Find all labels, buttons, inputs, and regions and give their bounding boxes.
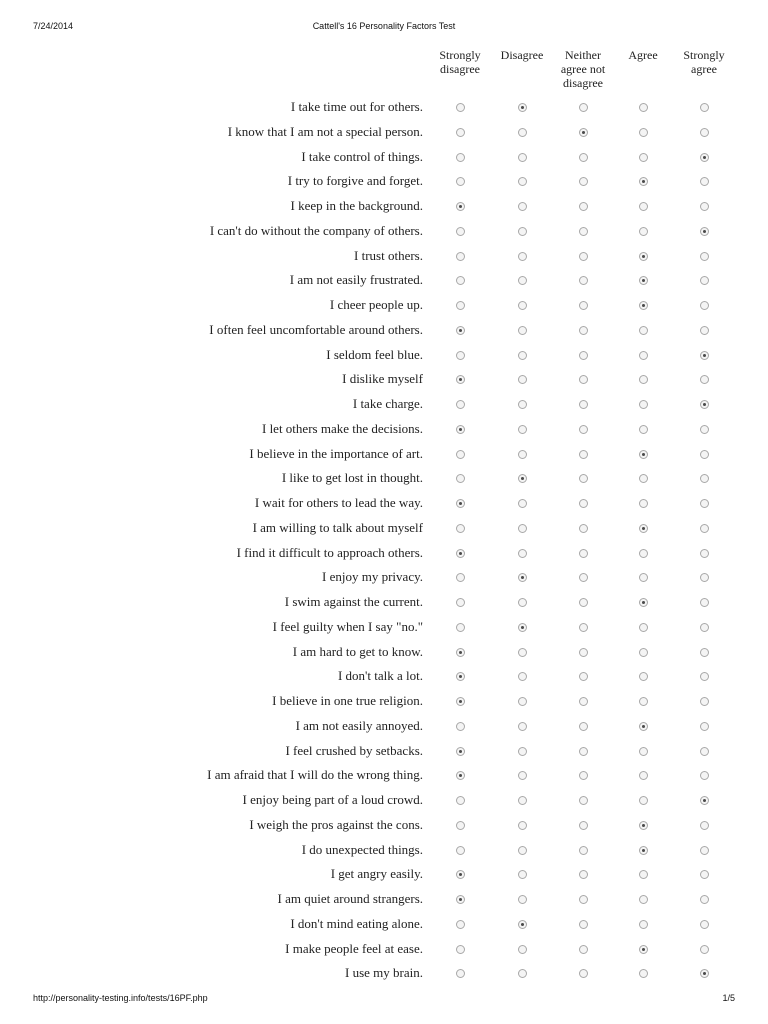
question-text: I take control of things. (301, 148, 423, 164)
question-row (0, 269, 768, 294)
question-text: I cheer people up. (329, 297, 423, 312)
radio-strongly-disagree[interactable] (456, 821, 465, 830)
question-row (0, 344, 768, 369)
radio-neither[interactable] (579, 697, 588, 706)
question-text: I make people feel at ease. (285, 940, 423, 956)
radio-strongly-agree[interactable] (700, 202, 709, 211)
radio-strongly-disagree[interactable] (456, 524, 465, 533)
radio-disagree[interactable] (518, 276, 527, 285)
radio-agree[interactable] (639, 128, 648, 137)
radio-agree[interactable] (639, 400, 648, 409)
radio-strongly-agree[interactable] (700, 524, 709, 533)
question-row (0, 492, 768, 517)
radio-strongly-agree[interactable] (700, 128, 709, 137)
radio-disagree[interactable] (518, 450, 527, 459)
radio-agree[interactable] (639, 252, 648, 261)
question-row (0, 170, 768, 195)
radio-strongly-agree[interactable] (700, 969, 709, 978)
radio-disagree[interactable] (518, 870, 527, 879)
radio-disagree[interactable] (518, 945, 527, 954)
question-text: I believe in the importance of art. (249, 445, 423, 461)
radio-disagree[interactable] (518, 524, 527, 533)
radio-neither[interactable] (579, 326, 588, 335)
radio-neither[interactable] (579, 821, 588, 830)
radio-agree[interactable] (639, 103, 648, 112)
radio-disagree[interactable] (518, 549, 527, 558)
question-row (0, 245, 768, 270)
radio-disagree[interactable] (518, 351, 527, 360)
radio-agree[interactable] (639, 276, 648, 285)
radio-disagree[interactable] (518, 499, 527, 508)
question-text: I can't do without the company of others. (209, 222, 423, 238)
radio-neither[interactable] (579, 227, 588, 236)
radio-strongly-disagree[interactable] (456, 870, 465, 879)
radio-neither[interactable] (579, 524, 588, 533)
radio-strongly-agree[interactable] (700, 177, 709, 186)
radio-disagree[interactable] (518, 895, 527, 904)
radio-strongly-disagree[interactable] (456, 771, 465, 780)
radio-strongly-disagree[interactable] (456, 474, 465, 483)
radio-disagree[interactable] (518, 821, 527, 830)
radio-strongly-agree[interactable] (700, 252, 709, 261)
radio-neither[interactable] (579, 128, 588, 137)
radio-strongly-disagree[interactable] (456, 722, 465, 731)
radio-neither[interactable] (579, 969, 588, 978)
radio-neither[interactable] (579, 474, 588, 483)
column-headers (0, 48, 768, 96)
radio-neither[interactable] (579, 425, 588, 434)
question-text: I don't mind eating alone. (290, 915, 423, 931)
question-text: I am not easily frustrated. (289, 272, 423, 288)
radio-agree[interactable] (639, 425, 648, 434)
question-text: I weigh the pros against the cons. (249, 816, 423, 832)
question-text: I trust others. (354, 247, 423, 263)
radio-strongly-agree[interactable] (700, 103, 709, 112)
radio-agree[interactable] (639, 796, 648, 805)
radio-neither[interactable] (579, 747, 588, 756)
radio-agree[interactable] (639, 771, 648, 780)
radio-strongly-agree[interactable] (700, 425, 709, 434)
page-title: Cattell's 16 Personality Factors Test (312, 21, 456, 31)
radio-strongly-agree[interactable] (700, 747, 709, 756)
radio-strongly-agree[interactable] (700, 153, 709, 162)
radio-disagree[interactable] (518, 969, 527, 978)
question-row (0, 294, 768, 319)
radio-strongly-disagree[interactable] (456, 747, 465, 756)
radio-strongly-disagree[interactable] (456, 672, 465, 681)
column-header-disagree: Disagree (500, 48, 544, 62)
radio-strongly-agree[interactable] (700, 697, 709, 706)
radio-agree[interactable] (639, 969, 648, 978)
radio-disagree[interactable] (518, 771, 527, 780)
radio-disagree[interactable] (518, 153, 527, 162)
question-text: I feel guilty when I say "no." (272, 618, 423, 634)
radio-agree[interactable] (639, 648, 648, 657)
radio-agree[interactable] (639, 623, 648, 632)
question-text: I like to get lost in thought. (281, 470, 423, 486)
radio-disagree[interactable] (518, 252, 527, 261)
question-text: I enjoy being part of a loud crowd. (242, 792, 423, 807)
question-row (0, 146, 768, 171)
question-row (0, 467, 768, 492)
radio-strongly-disagree[interactable] (456, 227, 465, 236)
question-row (0, 418, 768, 443)
radio-strongly-agree[interactable] (700, 573, 709, 582)
radio-strongly-disagree[interactable] (456, 598, 465, 607)
radio-neither[interactable] (579, 920, 588, 929)
question-row (0, 690, 768, 715)
question-row (0, 740, 768, 765)
question-text: I believe in one true religion. (272, 693, 423, 708)
radio-disagree[interactable] (518, 598, 527, 607)
radio-strongly-disagree[interactable] (456, 945, 465, 954)
radio-disagree[interactable] (518, 796, 527, 805)
question-row (0, 641, 768, 666)
radio-neither[interactable] (579, 796, 588, 805)
radio-strongly-disagree[interactable] (456, 400, 465, 409)
question-text: I swim against the current. (284, 594, 423, 609)
radio-agree[interactable] (639, 672, 648, 681)
radio-strongly-disagree[interactable] (456, 846, 465, 855)
radio-strongly-disagree[interactable] (456, 450, 465, 459)
radio-disagree[interactable] (518, 573, 527, 582)
radio-agree[interactable] (639, 499, 648, 508)
radio-neither[interactable] (579, 549, 588, 558)
radio-disagree[interactable] (518, 623, 527, 632)
radio-agree[interactable] (639, 573, 648, 582)
question-row (0, 517, 768, 542)
radio-agree[interactable] (639, 177, 648, 186)
radio-strongly-agree[interactable] (700, 648, 709, 657)
radio-strongly-disagree[interactable] (456, 153, 465, 162)
radio-neither[interactable] (579, 598, 588, 607)
radio-strongly-disagree[interactable] (456, 103, 465, 112)
radio-disagree[interactable] (518, 672, 527, 681)
radio-neither[interactable] (579, 153, 588, 162)
radio-agree[interactable] (639, 202, 648, 211)
question-row (0, 443, 768, 468)
question-text: I seldom feel blue. (326, 346, 423, 362)
radio-neither[interactable] (579, 771, 588, 780)
radio-disagree[interactable] (518, 227, 527, 236)
question-text: I take charge. (352, 396, 423, 411)
radio-disagree[interactable] (518, 375, 527, 384)
radio-strongly-agree[interactable] (700, 846, 709, 855)
radio-agree[interactable] (639, 895, 648, 904)
question-row (0, 665, 768, 690)
radio-strongly-disagree[interactable] (456, 549, 465, 558)
radio-disagree[interactable] (518, 920, 527, 929)
question-row (0, 913, 768, 938)
radio-strongly-disagree[interactable] (456, 128, 465, 137)
radio-strongly-agree[interactable] (700, 301, 709, 310)
radio-neither[interactable] (579, 103, 588, 112)
radio-disagree[interactable] (518, 474, 527, 483)
question-row (0, 368, 768, 393)
radio-agree[interactable] (639, 870, 648, 879)
question-row (0, 764, 768, 789)
radio-disagree[interactable] (518, 301, 527, 310)
radio-strongly-disagree[interactable] (456, 969, 465, 978)
radio-disagree[interactable] (518, 103, 527, 112)
question-row (0, 195, 768, 220)
radio-disagree[interactable] (518, 697, 527, 706)
radio-strongly-disagree[interactable] (456, 499, 465, 508)
radio-agree[interactable] (639, 524, 648, 533)
radio-agree[interactable] (639, 351, 648, 360)
radio-agree[interactable] (639, 375, 648, 384)
question-row (0, 888, 768, 913)
question-row (0, 96, 768, 121)
question-row (0, 715, 768, 740)
column-header-agree: Agree (628, 48, 658, 62)
question-row (0, 863, 768, 888)
radio-strongly-disagree[interactable] (456, 301, 465, 310)
radio-agree[interactable] (639, 722, 648, 731)
radio-neither[interactable] (579, 945, 588, 954)
page-number: 1/5 (722, 993, 735, 1003)
radio-disagree[interactable] (518, 400, 527, 409)
question-text: I do unexpected things. (301, 841, 423, 857)
radio-neither[interactable] (579, 573, 588, 582)
radio-disagree[interactable] (518, 425, 527, 434)
radio-strongly-agree[interactable] (700, 821, 709, 830)
radio-strongly-disagree[interactable] (456, 920, 465, 929)
radio-strongly-agree[interactable] (700, 870, 709, 879)
radio-agree[interactable] (639, 945, 648, 954)
question-row (0, 542, 768, 567)
print-footer (0, 993, 768, 1005)
question-text: I don't talk a lot. (337, 668, 423, 684)
question-row (0, 938, 768, 963)
question-row (0, 839, 768, 864)
question-text: I often feel uncomfortable around others. (209, 321, 423, 337)
radio-strongly-disagree[interactable] (456, 351, 465, 360)
radio-strongly-agree[interactable] (700, 499, 709, 508)
radio-agree[interactable] (639, 301, 648, 310)
radio-strongly-agree[interactable] (700, 672, 709, 681)
page-url: http://personality-testing.info/tests/16PF.php (33, 993, 208, 1003)
question-row (0, 121, 768, 146)
radio-strongly-disagree[interactable] (456, 697, 465, 706)
radio-neither[interactable] (579, 202, 588, 211)
radio-agree[interactable] (639, 153, 648, 162)
radio-neither[interactable] (579, 276, 588, 285)
question-text: I take time out for others. (290, 99, 423, 114)
radio-strongly-agree[interactable] (700, 474, 709, 483)
radio-disagree[interactable] (518, 648, 527, 657)
question-text: I keep in the background. (290, 198, 423, 213)
radio-disagree[interactable] (518, 326, 527, 335)
radio-neither[interactable] (579, 375, 588, 384)
question-text: I use my brain. (345, 965, 423, 981)
radio-neither[interactable] (579, 177, 588, 186)
radio-strongly-agree[interactable] (700, 623, 709, 632)
radio-strongly-agree[interactable] (700, 549, 709, 558)
radio-strongly-agree[interactable] (700, 351, 709, 360)
question-text: I try to forgive and forget. (287, 173, 423, 189)
radio-strongly-agree[interactable] (700, 326, 709, 335)
radio-neither[interactable] (579, 648, 588, 657)
question-row (0, 789, 768, 814)
radio-strongly-disagree[interactable] (456, 796, 465, 805)
radio-strongly-disagree[interactable] (456, 202, 465, 211)
question-row (0, 319, 768, 344)
radio-disagree[interactable] (518, 722, 527, 731)
radio-strongly-disagree[interactable] (456, 425, 465, 434)
radio-agree[interactable] (639, 697, 648, 706)
radio-strongly-disagree[interactable] (456, 375, 465, 384)
column-header-strongly-agree: Strongly agree (683, 48, 725, 76)
question-text: I get angry easily. (330, 866, 423, 882)
radio-strongly-agree[interactable] (700, 227, 709, 236)
radio-strongly-disagree[interactable] (456, 252, 465, 261)
radio-strongly-agree[interactable] (700, 375, 709, 384)
radio-neither[interactable] (579, 672, 588, 681)
radio-agree[interactable] (639, 326, 648, 335)
question-text: I am afraid that I will do the wrong thing. (207, 767, 423, 783)
question-text: I am not easily annoyed. (295, 717, 423, 733)
radio-disagree[interactable] (518, 202, 527, 211)
radio-neither[interactable] (579, 499, 588, 508)
radio-disagree[interactable] (518, 128, 527, 137)
question-text: I feel crushed by setbacks. (285, 742, 423, 758)
column-header-strongly-disagree: Strongly disagree (439, 48, 481, 76)
question-text: I am willing to talk about myself (252, 519, 423, 535)
radio-neither[interactable] (579, 252, 588, 261)
column-header-neither: Neither agree not disagree (560, 48, 606, 90)
question-text: I find it difficult to approach others. (236, 544, 423, 560)
radio-strongly-disagree[interactable] (456, 276, 465, 285)
radio-disagree[interactable] (518, 177, 527, 186)
radio-disagree[interactable] (518, 747, 527, 756)
radio-strongly-agree[interactable] (700, 400, 709, 409)
radio-strongly-disagree[interactable] (456, 623, 465, 632)
radio-strongly-agree[interactable] (700, 276, 709, 285)
radio-agree[interactable] (639, 450, 648, 459)
radio-neither[interactable] (579, 301, 588, 310)
question-text: I am quiet around strangers. (277, 891, 423, 906)
question-row (0, 591, 768, 616)
question-text: I know that I am not a special person. (227, 123, 423, 139)
radio-agree[interactable] (639, 474, 648, 483)
radio-strongly-disagree[interactable] (456, 573, 465, 582)
radio-neither[interactable] (579, 870, 588, 879)
radio-strongly-agree[interactable] (700, 598, 709, 607)
radio-strongly-agree[interactable] (700, 796, 709, 805)
print-header (0, 21, 768, 33)
radio-agree[interactable] (639, 821, 648, 830)
radio-strongly-agree[interactable] (700, 722, 709, 731)
radio-neither[interactable] (579, 846, 588, 855)
radio-strongly-agree[interactable] (700, 450, 709, 459)
question-text: I let others make the decisions. (261, 420, 423, 436)
question-text: I dislike myself (342, 371, 423, 387)
radio-neither[interactable] (579, 400, 588, 409)
radio-strongly-agree[interactable] (700, 920, 709, 929)
radio-agree[interactable] (639, 920, 648, 929)
radio-agree[interactable] (639, 598, 648, 607)
question-row (0, 393, 768, 418)
question-text: I wait for others to lead the way. (254, 495, 423, 510)
radio-neither[interactable] (579, 450, 588, 459)
question-row (0, 220, 768, 245)
radio-neither[interactable] (579, 623, 588, 632)
radio-agree[interactable] (639, 549, 648, 558)
radio-neither[interactable] (579, 722, 588, 731)
radio-neither[interactable] (579, 895, 588, 904)
question-row (0, 566, 768, 591)
radio-strongly-agree[interactable] (700, 895, 709, 904)
question-text: I am hard to get to know. (292, 643, 423, 659)
radio-strongly-agree[interactable] (700, 771, 709, 780)
question-row (0, 814, 768, 839)
radio-agree[interactable] (639, 747, 648, 756)
radio-strongly-disagree[interactable] (456, 177, 465, 186)
radio-strongly-agree[interactable] (700, 945, 709, 954)
radio-agree[interactable] (639, 846, 648, 855)
radio-strongly-disagree[interactable] (456, 895, 465, 904)
question-row (0, 616, 768, 641)
question-text: I enjoy my privacy. (322, 569, 423, 585)
radio-strongly-disagree[interactable] (456, 326, 465, 335)
radio-strongly-disagree[interactable] (456, 648, 465, 657)
radio-neither[interactable] (579, 351, 588, 360)
radio-agree[interactable] (639, 227, 648, 236)
radio-disagree[interactable] (518, 846, 527, 855)
question-row (0, 962, 768, 987)
print-date: 7/24/2014 (33, 21, 74, 31)
